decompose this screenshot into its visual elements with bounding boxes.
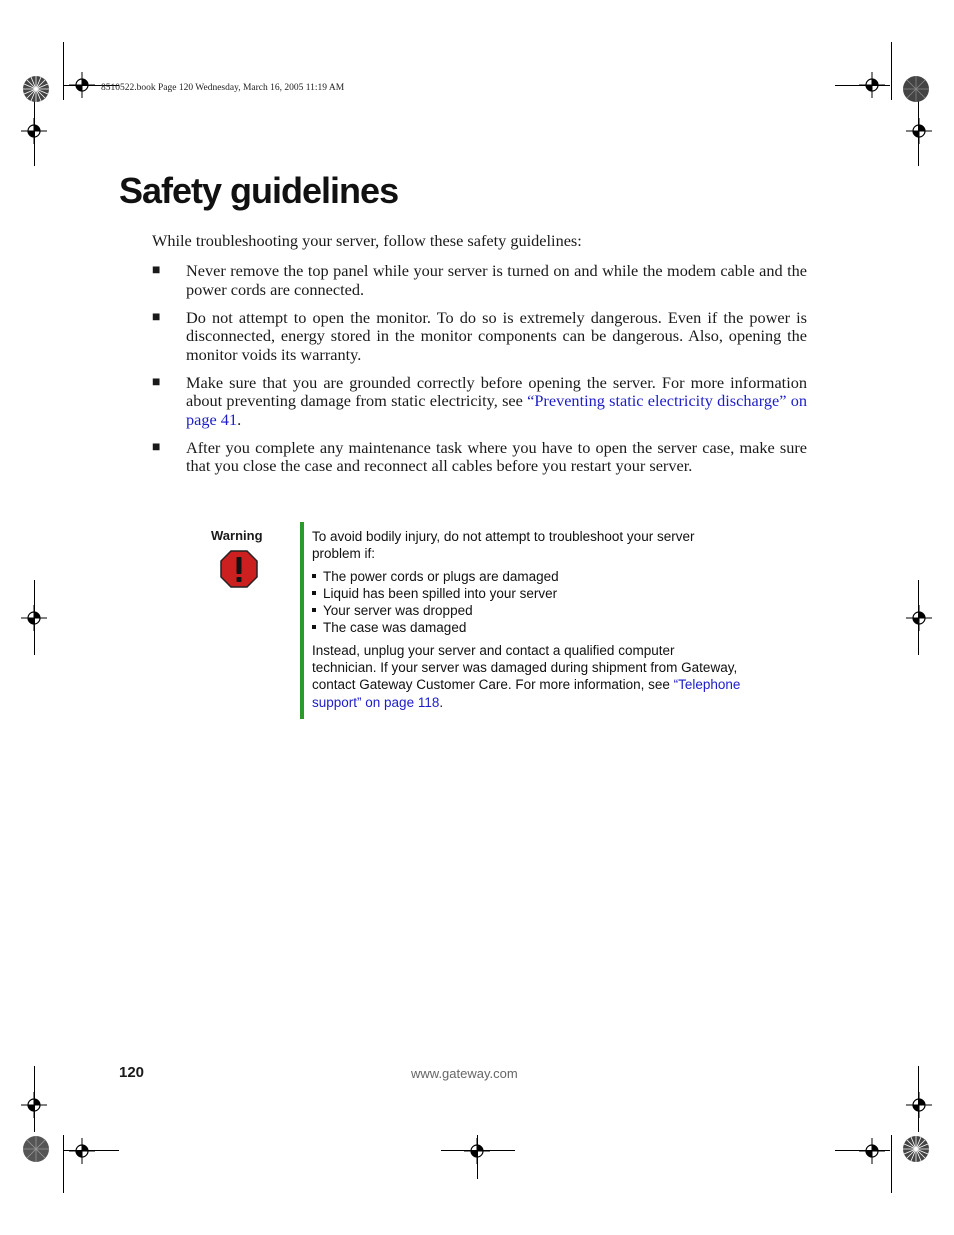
- bullet-square-icon: ■: [152, 439, 161, 455]
- crop-mark: [34, 100, 35, 166]
- crop-mark: [63, 1135, 64, 1193]
- crop-mark: [64, 1150, 119, 1151]
- warning-text: [312, 528, 742, 716]
- bullet-square-icon: ■: [152, 374, 161, 390]
- warning-bar: [300, 522, 304, 719]
- star-target-icon: [22, 1135, 50, 1163]
- list-item: ■ Do not attempt to open the monitor. To do so is extremely dangerous. Even if the power is disconnected, energy stored in the monitor components can be dangerous. Also, opening the monitor voids its warranty.: [152, 307, 807, 364]
- registration-mark-icon: [69, 1138, 95, 1164]
- star-target-icon: [22, 75, 50, 103]
- static-discharge-link[interactable]: “Preventing static electricity discharge” on page 41: [186, 391, 807, 429]
- bullet-square-icon: ■: [152, 309, 161, 325]
- footer-url: www.gateway.com: [411, 1066, 518, 1081]
- crop-mark: [891, 1135, 892, 1193]
- crop-mark: [835, 1150, 890, 1151]
- registration-mark-icon: [906, 1092, 932, 1118]
- crop-mark: [835, 85, 890, 86]
- page-number: 120: [119, 1064, 145, 1081]
- list-item: The case was damaged: [312, 619, 742, 636]
- list-item: ■ Make sure that you are grounded correctly before opening the server. For more information about preventing damage from static electricity, see “Preventing static electricity discharge” on page 41.: [152, 372, 807, 429]
- list-item: Your server was dropped: [312, 602, 742, 619]
- crop-mark: [918, 1066, 919, 1132]
- crop-mark: [477, 1135, 478, 1179]
- star-target-icon: [902, 75, 930, 103]
- crop-mark: [34, 1066, 35, 1132]
- warning-intro: To avoid bodily injury, do not attempt to troubleshoot your server problem if:: [312, 529, 695, 562]
- print-header: 8510522.book Page 120 Wednesday, March 16, 2005 11:19 AM: [101, 83, 345, 93]
- list-item: ■ After you complete any maintenance task where you have to open the server case, make sure that you close the case and reconnect all cables before you restart your server.: [152, 437, 807, 475]
- registration-mark-icon: [906, 118, 932, 144]
- intro-text: While troubleshooting your server, follow these safety guidelines:: [152, 231, 582, 250]
- list-item: The power cords or plugs are damaged: [312, 568, 742, 585]
- crop-mark: [918, 580, 919, 655]
- crop-mark: [34, 580, 35, 655]
- crop-mark: [891, 42, 892, 100]
- page-title: Safety guidelines: [119, 170, 399, 211]
- warning-octagon-icon: [220, 550, 258, 588]
- star-target-icon: [902, 1135, 930, 1163]
- telephone-support-link[interactable]: “Telephone support” on page 118: [312, 677, 741, 710]
- guideline-list: [152, 262, 807, 485]
- registration-mark-icon: [859, 1138, 885, 1164]
- warning-label: Warning: [211, 528, 263, 543]
- crop-mark: [918, 100, 919, 166]
- warning-outro: Instead, unplug your server and contact a qualified computer technician. If your server was damaged during shipment from Gateway, contact Gateway Customer Care. For more information, see “Telephone support” on page 118.: [312, 642, 741, 710]
- bullet-square-icon: ■: [152, 263, 161, 278]
- crop-mark: [63, 42, 64, 100]
- crop-mark: [441, 1150, 515, 1151]
- list-item: ■ Never remove the top panel while your server is turned on and while the modem cable and the power cords are connected.: [152, 261, 807, 299]
- warning-list: [312, 568, 742, 637]
- list-item: Liquid has been spilled into your server: [312, 585, 742, 602]
- registration-mark-icon: [906, 605, 932, 631]
